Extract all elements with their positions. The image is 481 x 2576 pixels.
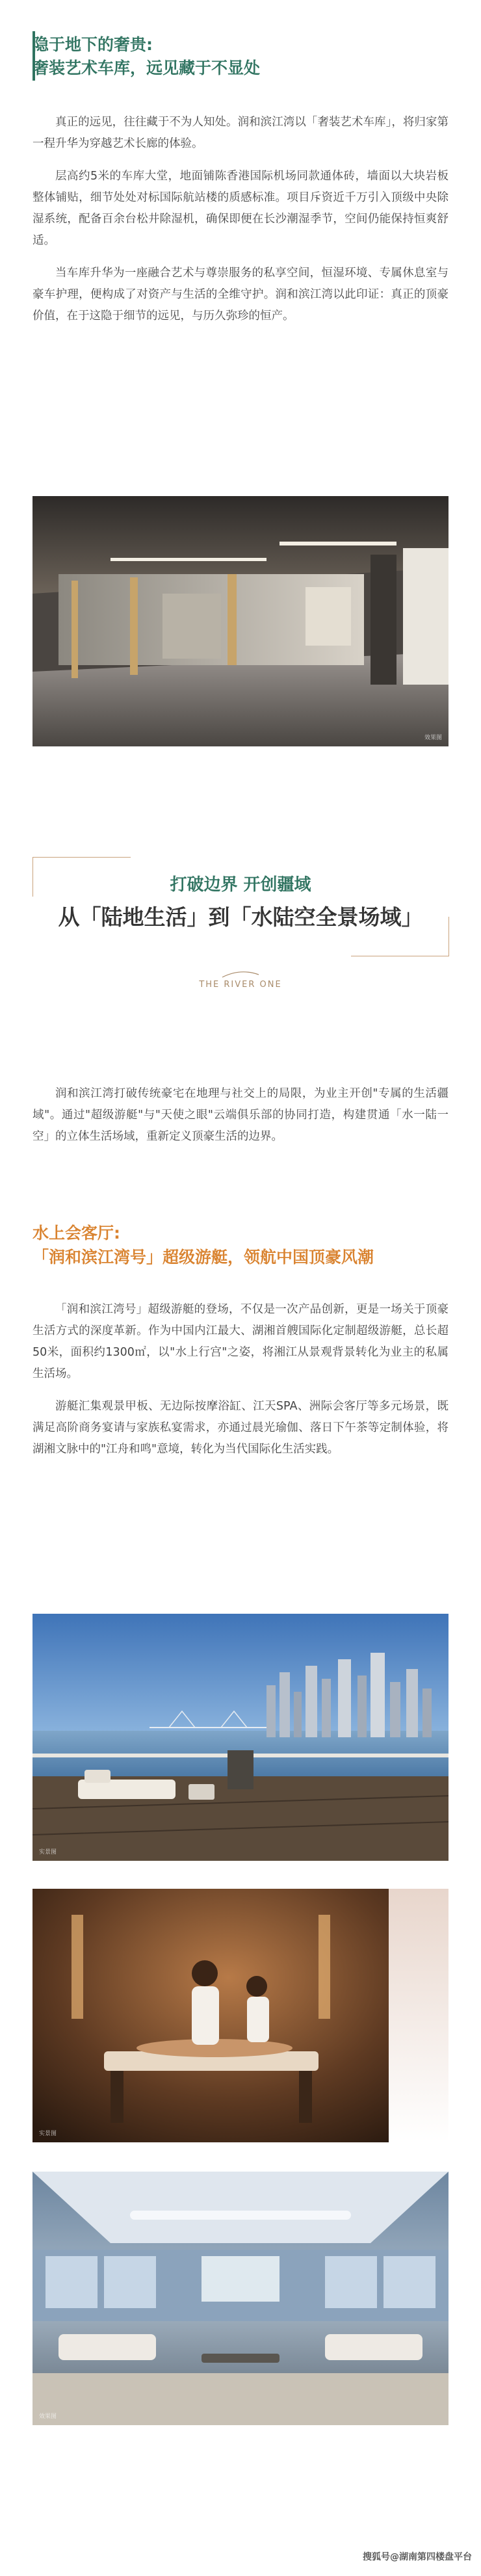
logo-text: THE RIVER ONE xyxy=(199,980,282,990)
spa-image xyxy=(32,1889,389,2142)
lounge-image xyxy=(32,2172,448,2425)
spa-side-accent xyxy=(389,1889,448,2142)
section3-heading-line2: 「润和滨江湾号」超级游艇，领航中国顶豪风潮 xyxy=(32,1248,374,1267)
section3-body xyxy=(32,1299,448,1471)
section1-body xyxy=(32,112,448,338)
footer-watermark: 搜狐号@湖南第四楼盘平台 xyxy=(363,2552,472,2562)
section2-body xyxy=(32,1083,448,1159)
banner-line1: 打破边界 开创疆域 xyxy=(170,875,311,895)
section1-heading-line1: 隐于地下的奢贵: xyxy=(32,35,153,54)
paragraph: 真正的远见，往往藏于不为人知处。润和滨江湾以「奢装艺术车库」，将归家第一程升华为穿越艺术长廊的体验。 xyxy=(32,116,448,150)
garage-image xyxy=(32,496,448,746)
image-caption: 效果图 xyxy=(424,735,442,741)
banner-line2: 从「陆地生活」到「水陆空全景场域」 xyxy=(58,904,423,930)
brand-logo xyxy=(176,971,306,990)
paragraph: 游艇汇集观景甲板、无边际按摩浴缸、江天SPA、洲际会客厅等多元场景，既满足高阶商务宴请与家族私宴需求，亦通过晨光瑜伽、落日下午茶等定制体验，将湖湘文脉中的"江舟和鸣"意境，转化为当代国际化生活实践。 xyxy=(32,1400,448,1456)
image-caption: 效果图 xyxy=(39,2413,57,2420)
paragraph: 润和滨江湾打破传统豪宅在地理与社交上的局限，为业主开创"专属的生活疆域"。通过"超级游艇"与"天使之眼"云端俱乐部的协同打造，构建贯通「水一陆一空」的立体生活场域，重新定义顶豪生活的边界。 xyxy=(32,1087,448,1143)
paragraph: 「润和滨江湾号」超级游艇的登场，不仅是一次产品创新，更是一场关于顶豪生活方式的深度革新。作为中国内江最大、湖湘首艘国际化定制超级游艇，总长超50米，面积约1300㎡，以"水上行宫"之姿，将湘江从景观背景转化为业主的私属生活场。 xyxy=(32,1303,448,1380)
image-caption: 实景图 xyxy=(39,1849,57,1856)
paragraph: 层高约5米的车库大堂，地面铺陈香港国际机场同款通体砖，墙面以大块岩板整体铺贴，细节处处对标国际航站楼的质感标准。项目斥资近千万引入顶级中央除湿系统，配备百余台松井除湿机，确保即便在长沙潮湿季节，空间仍能保持恒爽舒适。 xyxy=(32,170,448,247)
image-caption: 实景图 xyxy=(39,2131,57,2137)
yacht-deck-image xyxy=(32,1614,448,1861)
paragraph: 当车库升华为一座融合艺术与尊崇服务的私享空间，恒湿环境、专属休息室与豪车护理，便构成了对资产与生活的全维守护。润和滨江湾以此印证：真正的顶豪价值，在于这隐于细节的远见，与历久弥珍的恒产。 xyxy=(32,267,448,322)
section1-heading-line2: 奢装艺术车库，远见藏于不显处 xyxy=(32,59,261,77)
section3-heading-line1: 水上会客厅: xyxy=(32,1224,120,1242)
